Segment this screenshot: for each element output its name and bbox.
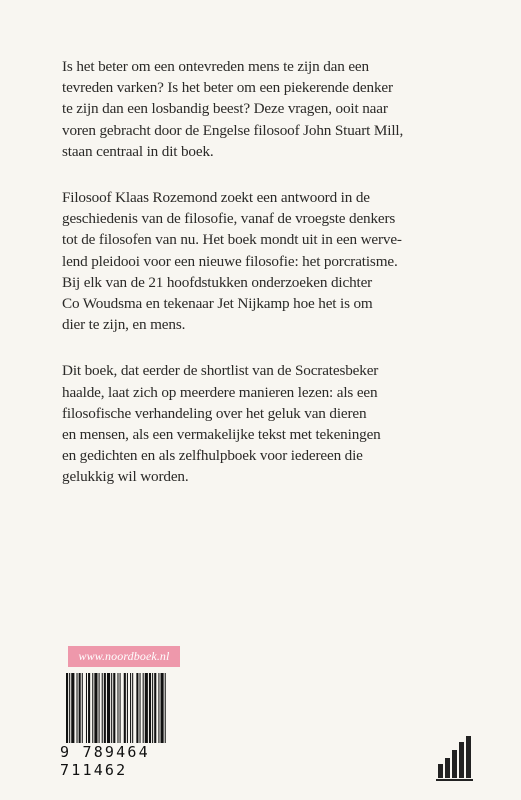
barcode-bar — [130, 673, 131, 743]
barcode-bar — [99, 673, 100, 743]
blurb-text — [62, 56, 472, 513]
barcode-bar — [140, 673, 141, 743]
barcode-bar — [154, 673, 156, 743]
barcode-bar — [107, 673, 110, 743]
barcode-bar — [71, 673, 74, 743]
barcode-bar — [104, 673, 106, 743]
website-label[interactable] — [68, 646, 180, 667]
barcode-bar — [111, 673, 112, 743]
barcode-bar — [145, 673, 148, 743]
barcode-bar — [124, 673, 126, 743]
barcode-bar — [69, 673, 70, 743]
barcode-bar — [117, 673, 118, 743]
barcode-image — [66, 673, 200, 743]
barcode-bar — [86, 673, 87, 743]
barcode-bar — [165, 673, 166, 743]
barcode-bar — [113, 673, 115, 743]
isbn-number: 9 789464 711462 — [60, 743, 150, 779]
paragraph-3: Dit boek, dat eerder de shortlist van de Socratesbeker haalde, laat zich op meerdere manieren lezen: als een filosofische verhandeling over het geluk van dieren en mensen, als een vermakelijke tekst met tekeningen en gedichten en als zelfhulpboek voor iedereen die gelukkig wil worden. — [62, 362, 381, 486]
barcode-bar — [120, 673, 121, 743]
barcode-bar — [161, 673, 164, 743]
barcode-bar — [127, 673, 128, 743]
barcode-bar — [66, 673, 68, 743]
noordboek-logo-icon — [436, 736, 476, 782]
barcode-bar — [136, 673, 138, 743]
barcode-bar — [92, 673, 93, 743]
barcode-bar — [132, 673, 133, 743]
paragraph-1: Is het beter om een ontevreden mens te zijn dan een tevreden varken? Is het beter om een piekerende denker te zijn dan een losbandig beest? Deze vragen, ooit naar voren gebracht door de Engelse filosoof John Stuart Mill, staan centraal in dit boek. — [62, 58, 404, 160]
barcode-bar — [152, 673, 153, 743]
barcode-bar — [149, 673, 151, 743]
barcode-bar — [158, 673, 159, 743]
barcode-bar — [79, 673, 81, 743]
barcode-bar — [143, 673, 144, 743]
barcode-bar — [94, 673, 97, 743]
barcode-bar — [88, 673, 90, 743]
barcode-bar — [102, 673, 103, 743]
barcode-bar — [77, 673, 78, 743]
paragraph-2: Filosoof Klaas Rozemond zoekt een antwoord in de geschiedenis van de filosofie, vanaf de vroegste denkers tot de filosofen van nu. Het boek mondt uit in een werve- lend pleidooi voor een nieuwe filosofie: het porcratisme. Bij elk van de 21 hoofdstukken onderzoeken dichter Co Woudsma en tekenaar Jet Nijkamp hoe het is om dier te zijn, en mens. — [62, 189, 402, 334]
website-url[interactable]: www.noordboek.nl — [78, 649, 170, 663]
barcode-bar — [82, 673, 83, 743]
